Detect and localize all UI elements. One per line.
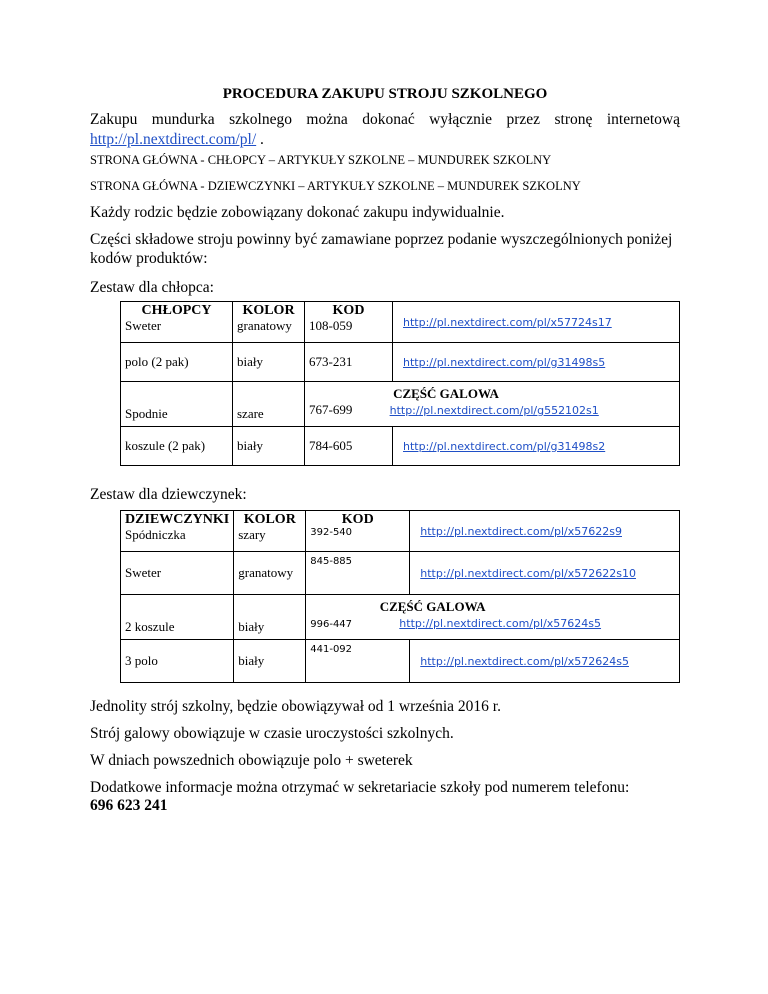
product-link[interactable]: http://pl.nextdirect.com/pl/x57624s5 [399,617,602,630]
table-row [121,343,680,382]
product-link[interactable]: http://pl.nextdirect.com/pl/x57622s9 [410,511,680,552]
footer-date: Jednolity strój szkolny, będzie obowiązywał od 1 września 2016 r. [90,698,501,715]
header-boys: CHŁOPCY [141,303,212,318]
cell-item: koszule (2 pak) [121,427,233,466]
galowa-label: CZĘŚĆ GALOWA [379,599,486,614]
girls-label: Zestaw dla dziewczynek: [90,486,247,503]
cell-code: 845-885 [306,552,410,595]
product-link[interactable]: http://pl.nextdirect.com/pl/x572624s5 [410,640,680,683]
header-code: KOD [341,512,374,527]
footer-gala: Strój galowy obowiązuje w czasie uroczystości szkolnych. [90,725,454,742]
cell-color: biały [233,427,305,466]
cell-color: biały [233,343,305,382]
cell-code: 673-231 [305,343,393,382]
cell-code: 784-605 [305,427,393,466]
table-row [121,427,680,466]
table-row [121,552,680,595]
cell-code: 392-540 [310,527,353,538]
cell-code: 767-699 [309,402,353,417]
header-color: KOLOR [242,303,295,318]
table-row [121,302,680,343]
cell-item: 2 koszule [121,595,234,640]
girls-table [120,510,680,683]
cell-color: szare [233,382,305,427]
cell-item: Sweter [125,318,162,333]
cell-color: granatowy [234,552,306,595]
boys-label: Zestaw dla chłopca: [90,279,214,296]
boys-table [120,301,680,466]
cell-code: 996-447 [310,619,353,630]
table-row [121,511,680,552]
product-link[interactable]: http://pl.nextdirect.com/pl/x57724s17 [393,302,680,343]
cell-color: granatowy [237,318,292,333]
product-link[interactable]: http://pl.nextdirect.com/pl/g552102s1 [389,404,599,417]
girls-path: STRONA GŁÓWNA - DZIEWCZYNKI – ARTYKUŁY SZKOLNE – MUNDUREK SZKOLNY [90,179,581,193]
header-code: KOD [332,303,365,318]
galowa-label: CZĘŚĆ GALOWA [393,386,499,401]
header-color: KOLOR [243,512,296,527]
cell-item: 3 polo [121,640,234,683]
table-row [121,595,680,640]
table-row [121,382,680,427]
product-link[interactable]: http://pl.nextdirect.com/pl/x572622s10 [410,552,680,595]
product-link[interactable]: http://pl.nextdirect.com/pl/g31498s2 [393,427,680,466]
boys-path: STRONA GŁÓWNA - CHŁOPCY – ARTYKUŁY SZKOLNE – MUNDUREK SZKOLNY [90,153,552,167]
intro-link-line: http://pl.nextdirect.com/pl/ . [90,131,264,148]
table-row [121,640,680,683]
para-codes: Części składowe stroju powinny być zamawiane poprzez podanie wyszczególnionych poniżej kodów produktów: [90,231,673,267]
para-individual: Każdy rodzic będzie zobowiązany dokonać zakupu indywidualnie. [90,204,505,221]
phone-number: 696 623 241 [90,797,168,814]
footer-info: Dodatkowe informacje można otrzymać w sekretariacie szkoły pod numerem telefonu: [90,779,630,796]
header-girls: DZIEWCZYNKI [125,512,230,527]
page-title: PROCEDURA ZAKUPU STROJU SZKOLNEGO [222,86,548,102]
cell-color: biały [234,640,306,683]
cell-item: polo (2 pak) [121,343,233,382]
intro-text: Zakupu mundurka szkolnego można dokonać wyłącznie przez stronę internetową [90,111,680,128]
footer-weekday: W dniach powszednich obowiązuje polo + sweterek [90,752,413,769]
cell-item: Sweter [121,552,234,595]
cell-code: 441-092 [306,640,410,683]
cell-item: Spodnie [121,382,233,427]
shop-link[interactable]: http://pl.nextdirect.com/pl/ [90,131,257,148]
cell-color: szary [238,527,266,542]
cell-item: Spódniczka [125,527,186,542]
cell-color: biały [234,595,306,640]
cell-code: 108-059 [309,318,353,333]
product-link[interactable]: http://pl.nextdirect.com/pl/g31498s5 [393,343,680,382]
